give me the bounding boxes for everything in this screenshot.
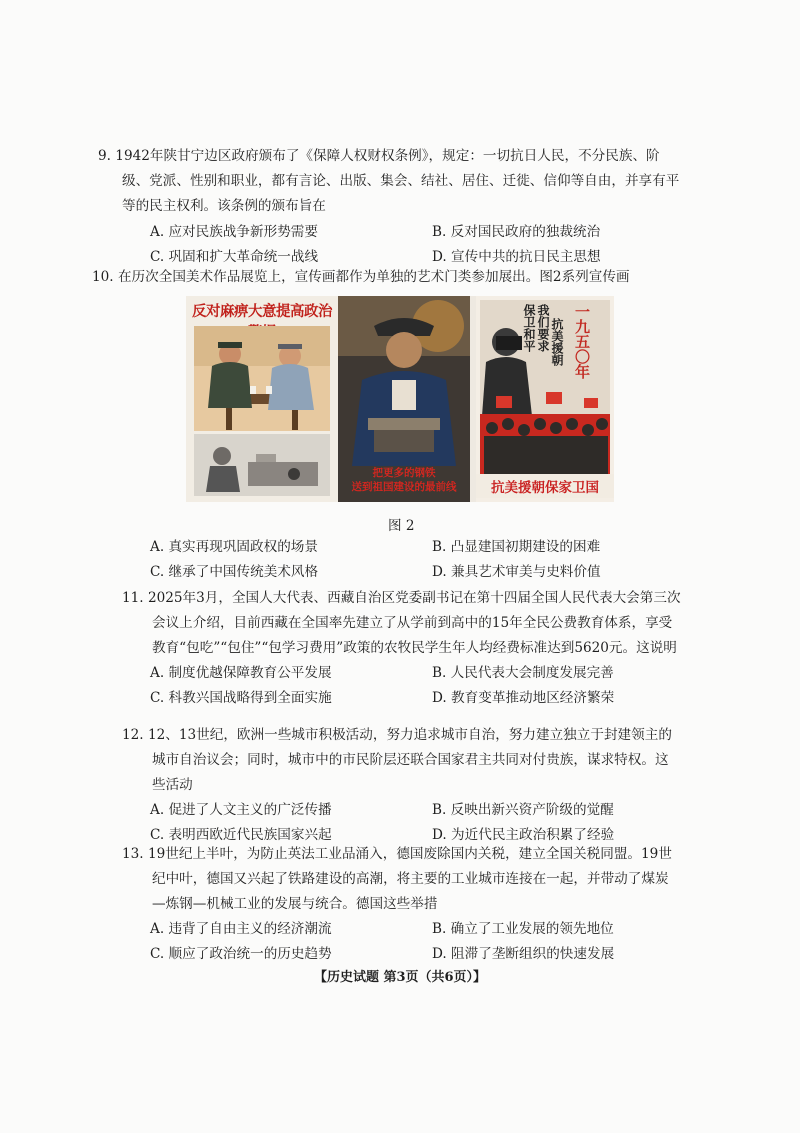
option-a[interactable]: A. 真实再现巩固政权的场景 — [150, 539, 318, 555]
option-a[interactable]: A. 制度优越保障教育公平发展 — [150, 665, 332, 681]
poster-steel — [338, 296, 470, 502]
question-13 — [122, 842, 682, 966]
option-b[interactable]: B. 凸显建国初期建设的困难 — [432, 539, 601, 555]
question-9 — [98, 144, 682, 269]
option-d[interactable]: D. 阻滞了垄断组织的快速发展 — [432, 945, 615, 962]
poster-3-slogan-col-2: 我们要求 — [536, 304, 550, 352]
question-12-options — [122, 798, 682, 847]
poster-1-illustration — [186, 296, 338, 502]
poster-resist-america — [476, 296, 614, 502]
option-d[interactable]: D. 为近代民主政治积累了经验 — [432, 826, 615, 843]
question-11-stem: 11. 2025年3月，全国人大代表、西藏自治区党委副书记在第十四届全国人民代表大会第三次会议上介绍，目前西藏在全国率先建立了从学前到高中的15年全民公费教育体系，享受教育“包吃”“包住”“包学习费用”政策的农牧民学生年人均经费标准达到5620元。这说明 — [122, 590, 681, 656]
option-b[interactable]: B. 人民代表大会制度发展完善 — [432, 665, 614, 681]
poster-vigilance — [186, 296, 338, 502]
option-d[interactable]: D. 宣传中共的抗日民主思想 — [432, 248, 601, 265]
option-a[interactable]: A. 应对民族战争新形势需要 — [150, 224, 318, 240]
option-c[interactable]: C. 顺应了政治统一的历史趋势 — [150, 945, 332, 962]
poster-3-slogan-col-1: 保卫和平 — [522, 304, 536, 352]
option-a[interactable]: A. 违背了自由主义的经济潮流 — [150, 921, 332, 937]
poster-2-caption-line-1: 把更多的钢铁 — [372, 467, 436, 479]
poster-3-year: 一九五〇年 — [573, 304, 591, 379]
question-13-stem: 13. 19世纪上半叶，为防止英法工业品涌入，德国废除国内关税，建立全国关税同盟。19世纪中叶，德国又兴起了铁路建设的高潮，将主要的工业城市连接在一起，并带动了煤炭—炼钢—机械工业的发展与统合。德国这些举措 — [122, 846, 672, 912]
option-c[interactable]: C. 巩固和扩大革命统一战线 — [150, 248, 319, 265]
question-9-options — [122, 220, 682, 269]
poster-3-caption: 抗美援朝保家卫国 — [476, 474, 614, 498]
option-d[interactable]: D. 兼具艺术审美与史料价值 — [432, 563, 601, 580]
option-d[interactable]: D. 教育变革推动地区经济繁荣 — [432, 689, 615, 706]
question-11 — [122, 586, 682, 710]
option-c[interactable]: C. 表明西欧近代民族国家兴起 — [150, 826, 332, 843]
poster-1-title: 反对麻痹大意提高政治 — [192, 304, 332, 320]
option-b[interactable]: B. 确立了工业发展的领先地位 — [432, 921, 614, 937]
question-12 — [122, 723, 682, 847]
poster-3-slogan-col-3: 抗美援朝 — [550, 318, 564, 366]
question-10-options-block — [122, 535, 682, 584]
option-c[interactable]: C. 科教兴国战略得到全面实施 — [150, 689, 332, 706]
option-b[interactable]: B. 反对国民政府的独裁统治 — [432, 224, 601, 240]
question-10-options — [122, 535, 682, 584]
question-10-stem: 10. 在历次全国美术作品展览上，宣传画都作为单独的艺术门类参加展出。图2系列宣传画 — [92, 269, 630, 285]
option-c[interactable]: C. 继承了中国传统美术风格 — [150, 563, 319, 580]
poster-2-caption-line-2: 送到祖国建设的最前线 — [351, 481, 457, 493]
question-10 — [92, 265, 682, 290]
question-13-options — [122, 917, 682, 966]
figure-2-caption: 图 2 — [388, 518, 415, 534]
poster-2-caption — [338, 466, 470, 494]
figure-2-posters — [186, 296, 614, 502]
question-9-stem: 9. 1942年陕甘宁边区政府颁布了《保障人权财权条例》，规定：一切抗日人民，不分民族、阶级、党派、性别和职业，都有言论、出版、集会、结社、居住、迁徙、信仰等自由，并享有平等的民主权利。该条例的颁布旨在 — [98, 148, 680, 214]
page-footer: 【历史试题 第3页（共6页）】 — [313, 970, 487, 985]
option-b[interactable]: B. 反映出新兴资产阶级的觉醒 — [432, 802, 614, 818]
question-12-stem: 12. 12、13世纪，欧洲一些城市积极活动，努力追求城市自治，努力建立独立于封建领主的城市自治议会；同时，城市中的市民阶层还联合国家君主共同对付贵族，谋求特权。这些活动 — [122, 727, 672, 793]
option-a[interactable]: A. 促进了人文主义的广泛传播 — [150, 802, 332, 818]
question-11-options — [122, 661, 682, 710]
